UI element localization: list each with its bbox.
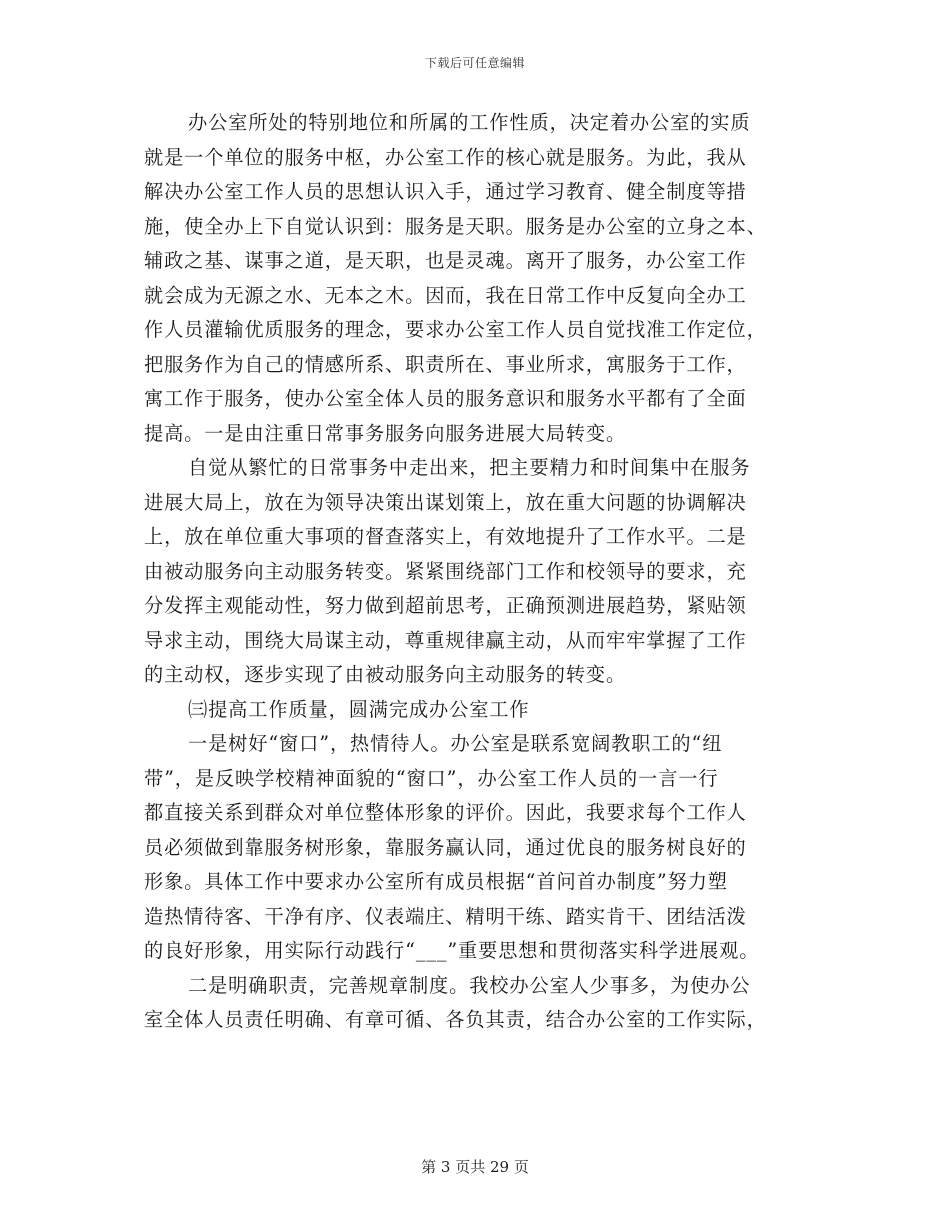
text-line: 导求主动，围绕大局谋主动，尊重规律赢主动，从而牢牢掌握了工作: [144, 628, 747, 652]
text-line: 施，使全办上下自觉认识到：服务是天职。服务是办公室的立身之本、: [144, 214, 767, 238]
text-line: 进展大局上，放在为领导决策出谋划策上，放在重大问题的协调解决: [144, 490, 747, 514]
text-line: 就会成为无源之水、无本之木。因而，我在日常工作中反复向全办工: [144, 283, 747, 307]
text-line: 的良好形象，用实际行动践行“___”重要思想和贯彻落实科学进展观。: [144, 939, 760, 962]
text-line: 都直接关系到群众对单位整体形象的评价。因此，我要求每个工作人: [144, 801, 747, 824]
text-line: 把服务作为自己的情感所系、职责所在、事业所求，寓服务于工作，: [144, 352, 747, 376]
text-line: 辅政之基、谋事之道，是天职，也是灵魂。离开了服务，办公室工作: [144, 249, 747, 272]
text-line: ㈢提高工作质量，圆满完成办公室工作: [188, 697, 530, 721]
page-number: 第 3 页共 29 页: [421, 1158, 529, 1176]
text-line: 造热情待客、干净有序、仪表端庄、精明干练、踏实肯干、团结活泼: [144, 904, 747, 928]
text-line: 室全体人员责任明确、有章可循、各负其责，结合办公室的工作实际，: [144, 1008, 767, 1031]
text-line: 就是一个单位的服务中枢，办公室工作的核心就是服务。为此，我从: [144, 145, 747, 169]
text-line: 员必须做到靠服务树形象，靠服务赢认同，通过优良的服务树良好的: [144, 835, 747, 859]
text-line: 解决办公室工作人员的思想认识入手，通过学习教育、健全制度等措: [144, 180, 747, 203]
text-line: 的主动权，逐步实现了由被动服务向主动服务的转变。: [144, 663, 627, 686]
text-line: 寓工作于服务，使办公室全体人员的服务意识和服务水平都有了全面: [144, 387, 747, 410]
text-line: 二是明确职责，完善规章制度。我校办公室人少事多，为使办公: [188, 973, 751, 997]
page-header: 下载后可任意编辑: [424, 56, 525, 70]
text-line: 自觉从繁忙的日常事务中走出来，把主要精力和时间集中在服务: [188, 456, 751, 479]
text-line: 一是树好“窗口”，热情待人。办公室是联系宽阔教职工的“纽: [188, 732, 723, 755]
text-line: 作人员灌输优质服务的理念，要求办公室工作人员自觉找准工作定位，: [144, 318, 767, 341]
text-line: 分发挥主观能动性，努力做到超前思考，正确预测进展趋势，紧贴领: [144, 594, 747, 617]
text-line: 带”，是反映学校精神面貌的“窗口”，办公室工作人员的一言一行: [144, 766, 719, 790]
text-line: 办公室所处的特别地位和所属的工作性质，决定着办公室的实质: [188, 111, 751, 134]
document-body: [144, 106, 814, 1038]
text-line: 上，放在单位重大事项的督查落实上，有效地提升了工作水平。二是: [144, 525, 747, 548]
text-line: 由被动服务向主动服务转变。紧紧围绕部门工作和校领导的要求，充: [144, 559, 747, 583]
text-line: 提高。一是由注重日常事务服务向服务进展大局转变。: [144, 421, 627, 445]
text-line: 形象。具体工作中要求办公室所有成员根据“首问首办制度”努力塑: [144, 870, 728, 893]
